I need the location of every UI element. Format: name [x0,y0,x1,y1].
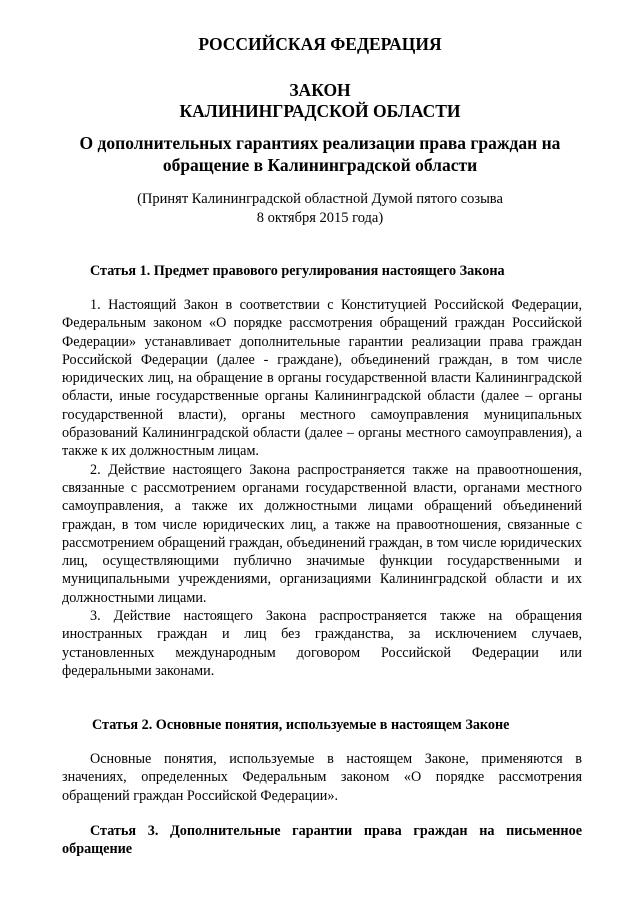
law-heading [0,80,640,122]
article-2-body [62,750,582,805]
law-title [40,132,600,176]
article-2-paragraph-1: Основные понятия, используемые в настоящем Законе, применяются в значениях, определенных Федеральным законом «О порядке рассмотрения обращений граждан Российской Федерации». [62,751,582,804]
adoption-note [40,190,600,228]
law-heading-line1: ЗАКОН [289,80,351,100]
article-1-title: Статья 1. Предмет правового регулирования настоящего Закона [90,263,505,279]
article-2-title: Статья 2. Основные понятия, используемые в настоящем Законе [92,717,510,733]
law-title-line1: О дополнительных гарантиях реализации права граждан на [79,133,561,153]
article-3-title: Статья 3. Дополнительные гарантии права граждан на письменное обращение [62,823,582,857]
adoption-note-line1: (Принят Калининградской областной Думой пятого созыва [137,191,503,207]
federation-heading: РОССИЙСКАЯ ФЕДЕРАЦИЯ [198,34,442,54]
article-1-paragraph-2: 2. Действие настоящего Закона распространяется также на правоотношения, связанные с рассмотрением органами государственной власти, органами местного самоуправления, а также их должностными лицами обращений объединений граждан, в том числе юридических лиц, а также на правоотношения, связанные с рассмотрением обращений граждан, объединений граждан, в том числе юридических лиц, осуществляющими публично значимые функции государственными и муниципальными учреждениями, организациями Калининградской области и их должностными лицами. [62,461,582,606]
law-heading-line2: КАЛИНИНГРАДСКОЙ ОБЛАСТИ [179,101,461,121]
article-1-paragraph-1: 1. Настоящий Закон в соответствии с Конституцией Российской Федерации, Федеральным законом «О порядке рассмотрения обращений граждан Российской Федерации» устанавливает дополнительные гарантии реализации права граждан Российской Федерации (далее - граждане), объединений граждан, в том числе юридических лиц, на обращение в органы государственной власти Калининградской области, иные государственные органы Калининградской области (далее – органы государственной власти), органы местного самоуправления муниципальных образований Калининградской области (далее – органы местного самоуправления), а также к их должностным лицам. [62,297,582,460]
article-1-paragraph-3: 3. Действие настоящего Закона распространяется также на обращения иностранных граждан и лиц без гражданства, за исключением случаев, установленных международным договором Российской Федерации или федеральными законами. [62,608,582,679]
article-1-body [62,296,582,680]
adoption-note-line2: 8 октября 2015 года) [256,210,384,226]
law-title-line2: обращение в Калининградской области [162,155,478,175]
